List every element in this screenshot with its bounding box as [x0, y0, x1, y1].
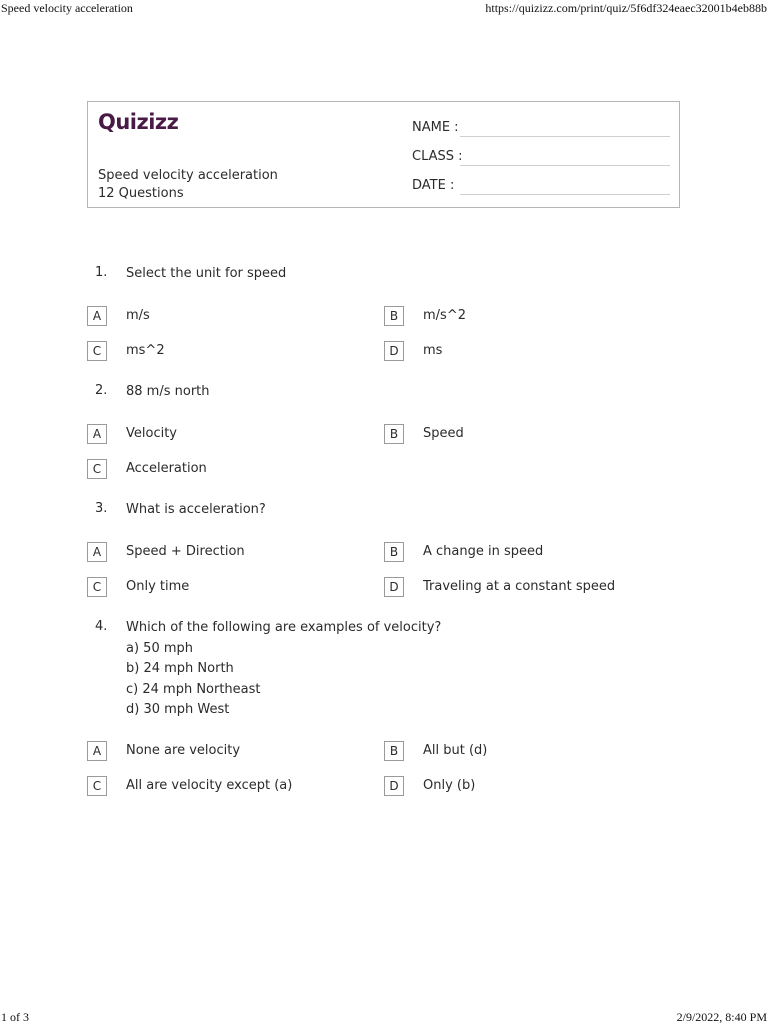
option-text: Traveling at a constant speed — [423, 579, 616, 594]
question-text: What is acceleration? — [126, 502, 266, 517]
date-label: DATE : — [412, 178, 455, 193]
option-letter: B — [384, 542, 404, 562]
question-text: 88 m/s north — [126, 384, 210, 399]
page-count: 1 of 3 — [1, 1010, 29, 1024]
option-letter: D — [384, 776, 404, 796]
name-label: NAME : — [412, 120, 459, 135]
question-number: 3. — [95, 501, 108, 516]
option-text: m/s^2 — [423, 308, 466, 323]
date-field — [412, 174, 672, 196]
question-text: Which of the following are examples of velocity? a) 50 mph b) 24 mph North c) 24 mph Northeast d) 30 mph West — [126, 620, 442, 717]
class-label: CLASS : — [412, 149, 463, 164]
print-footer — [0, 1010, 768, 1024]
option-letter: A — [87, 306, 107, 326]
option-letter: C — [87, 577, 107, 597]
print-header-url: https://quizizz.com/print/quiz/5f6df324eaec32001b4eb88b — [485, 1, 767, 15]
option-letter: C — [87, 776, 107, 796]
option-text: Speed — [423, 426, 464, 441]
option-letter: C — [87, 459, 107, 479]
option-letter: A — [87, 741, 107, 761]
option-letter: B — [384, 306, 404, 326]
print-header-title: Speed velocity acceleration — [1, 1, 133, 15]
option-text: All are velocity except (a) — [126, 778, 293, 793]
question-number: 2. — [95, 383, 108, 398]
class-field — [412, 145, 672, 167]
question-number: 1. — [95, 265, 108, 280]
question-number: 4. — [95, 619, 108, 634]
option-text: ms^2 — [126, 343, 165, 358]
date-line — [460, 194, 670, 195]
option-letter: A — [87, 424, 107, 444]
option-letter: B — [384, 741, 404, 761]
name-line — [460, 136, 670, 137]
option-letter: A — [87, 542, 107, 562]
option-text: m/s — [126, 308, 150, 323]
name-field — [412, 116, 672, 138]
quiz-title: Speed velocity acceleration — [98, 168, 278, 183]
option-text: None are velocity — [126, 743, 241, 758]
option-letter: D — [384, 577, 404, 597]
option-letter: C — [87, 341, 107, 361]
print-header — [0, 1, 768, 17]
option-text: Only time — [126, 579, 190, 594]
question-text: Select the unit for speed — [126, 266, 287, 281]
quiz-info-box — [87, 101, 680, 208]
option-text: Speed + Direction — [126, 544, 245, 559]
option-text: All but (d) — [423, 743, 488, 758]
quizizz-logo: Quizizz — [98, 110, 179, 134]
option-text: ms — [423, 343, 443, 358]
option-letter: D — [384, 341, 404, 361]
class-line — [460, 165, 670, 166]
option-text: Acceleration — [126, 461, 207, 476]
option-text: Only (b) — [423, 778, 476, 793]
print-datetime: 2/9/2022, 8:40 PM — [676, 1010, 767, 1024]
option-text: Velocity — [126, 426, 177, 441]
option-letter: B — [384, 424, 404, 444]
option-text: A change in speed — [423, 544, 544, 559]
question-count: 12 Questions — [98, 186, 184, 201]
